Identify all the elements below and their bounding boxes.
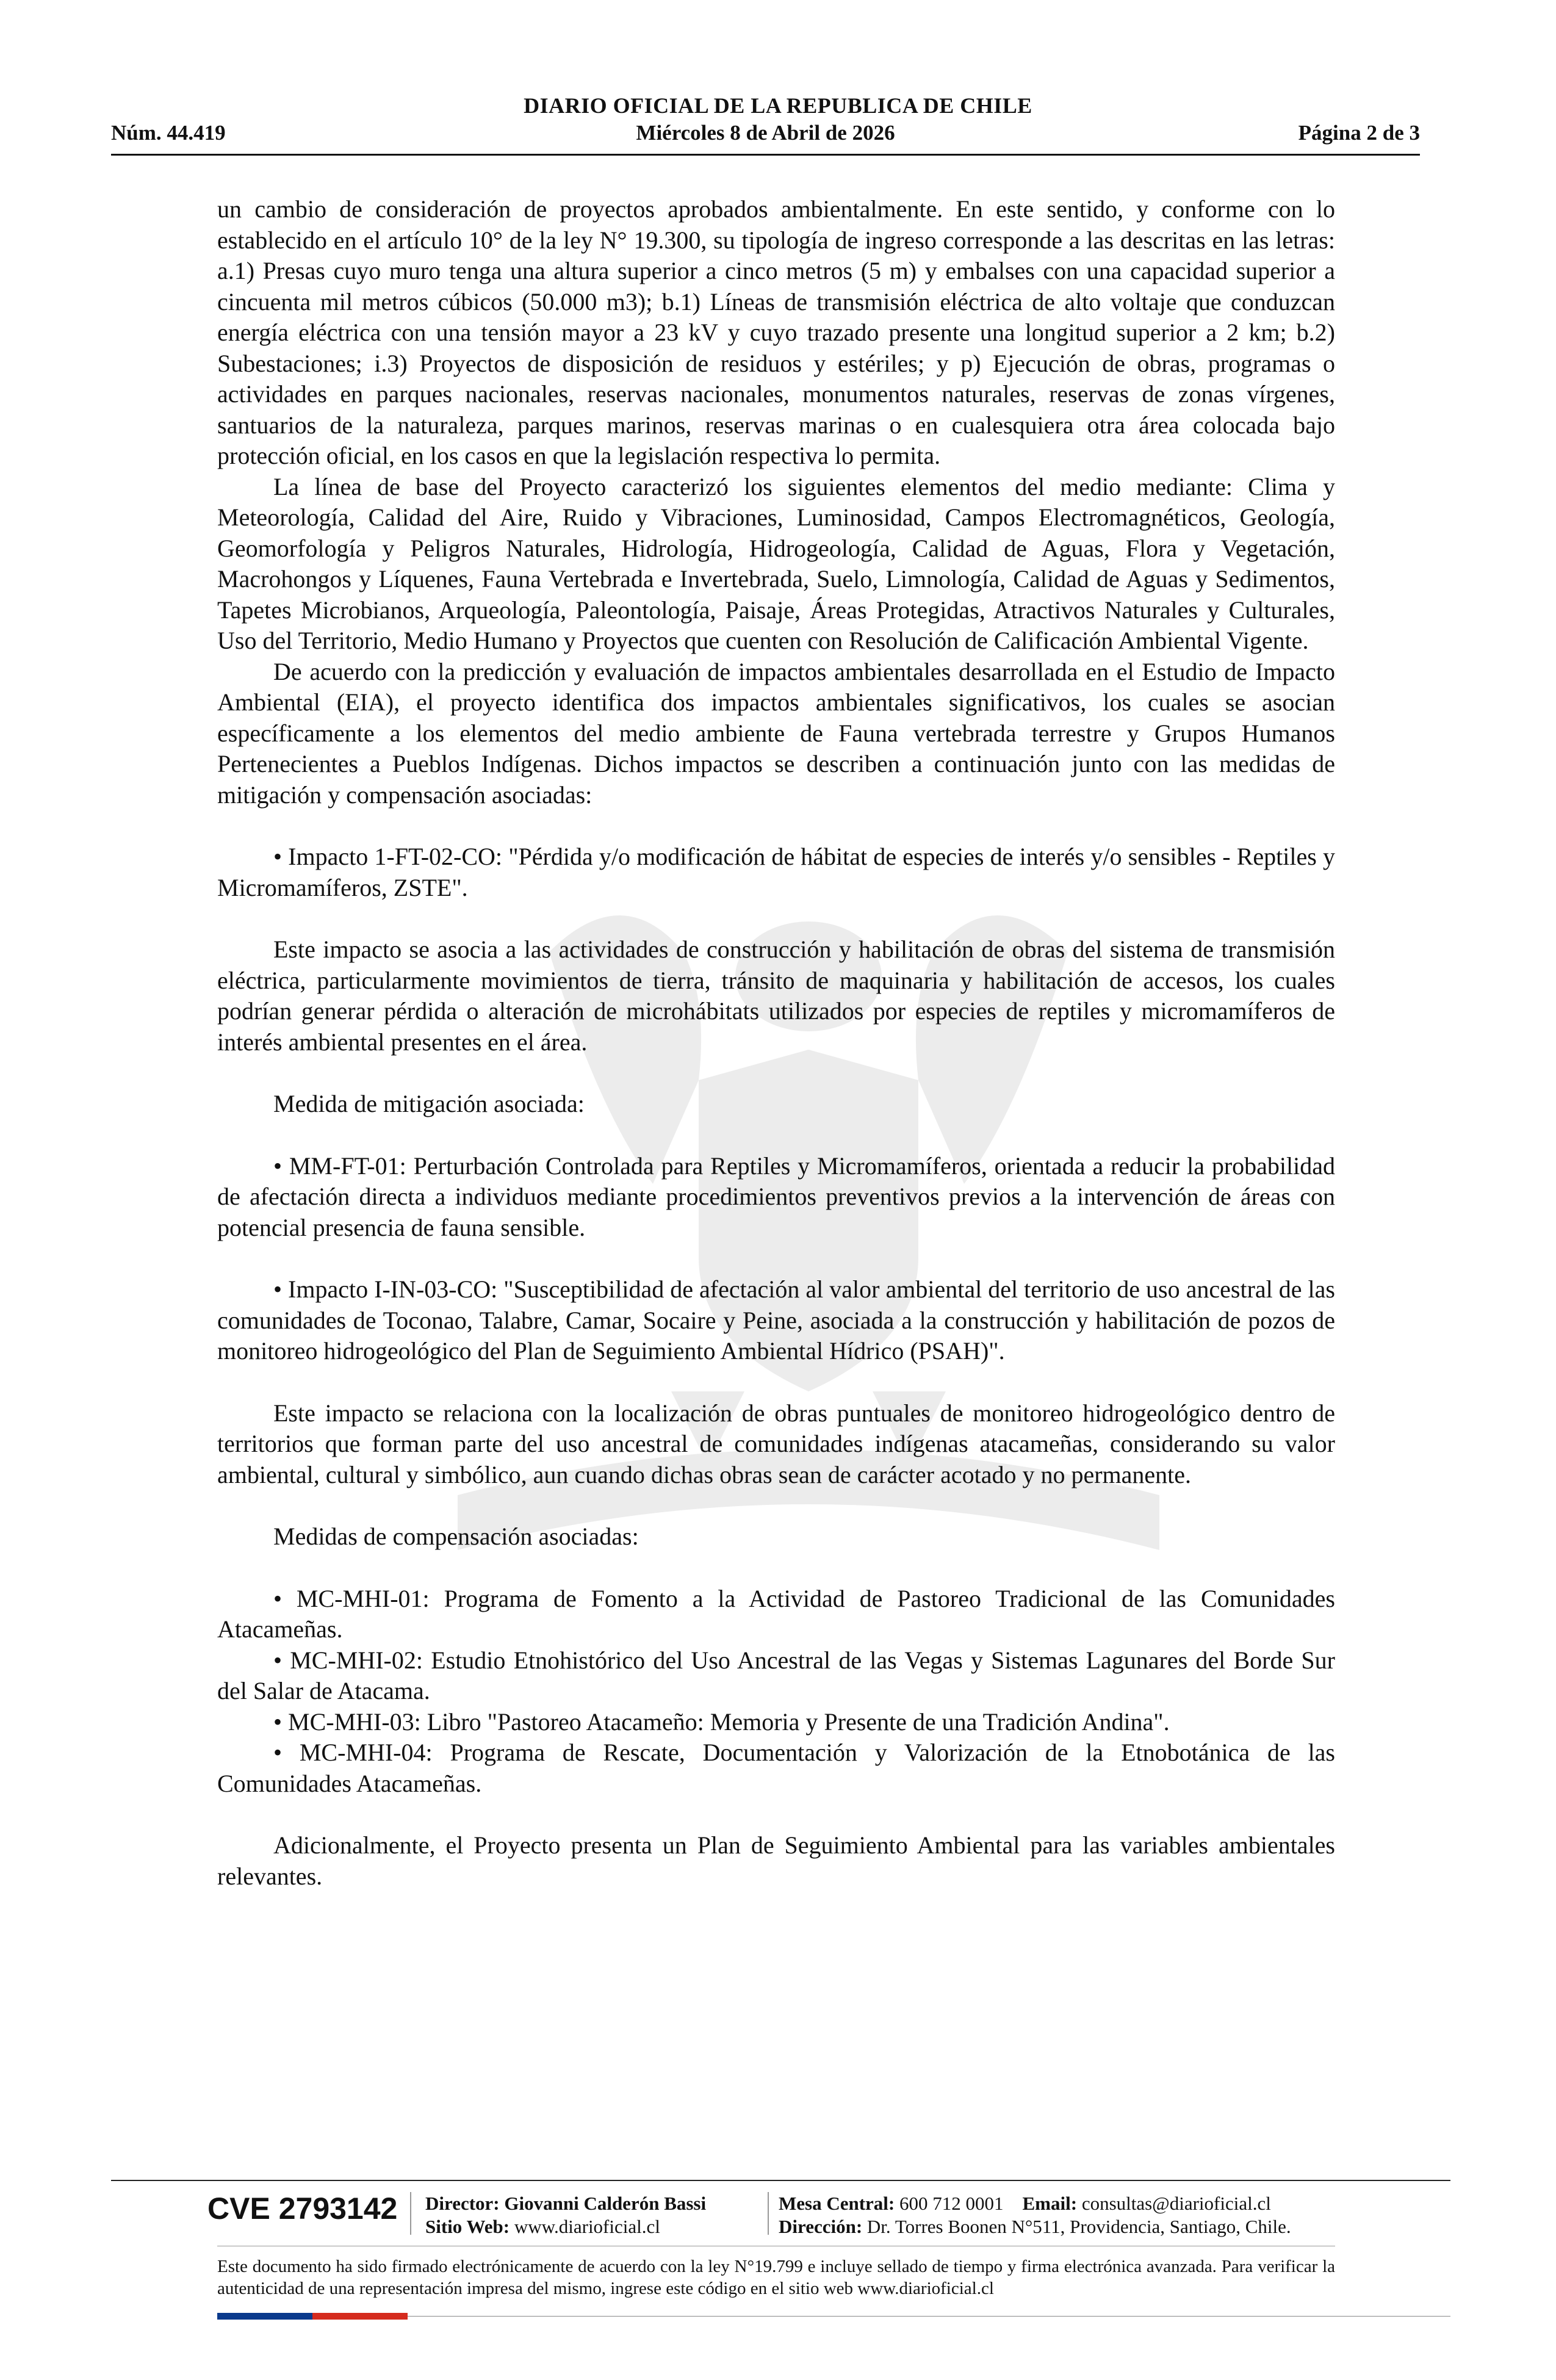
issue-date: Miércoles 8 de Abril de 2026 [636,121,895,145]
paragraph: Adicionalmente, el Proyecto presenta un Plan de Seguimiento Ambiental para las variables ambientales relevantes. [217,1831,1335,1890]
spacer [217,1243,1335,1274]
spacer [217,1490,1335,1521]
section-label: Medida de mitigación asociada: [273,1090,585,1117]
spacer [217,1120,1335,1151]
paragraph: un cambio de consideración de proyectos aprobados ambientalmente. En este sentido, y conforme con lo establecido en el artículo 10° de la ley N° 19.300, su tipología de ingreso corresponde a las descritas en las letras: a.1) Presas cuyo muro tenga una altura superior a cinco metros (5 m) y embalses con una capacidad superior a cincuenta mil metros cúbicos (50.000 m3); b.1) Líneas de transmisión eléctrica de alto voltaje que conduzcan energía eléctrica con una tensión mayor a 23 kV y cuyo trazado presente una longitud superior a 2 km; b.2) Subestaciones; i.3) Proyectos de disposición de residuos y estériles; y p) Ejecución de obras, programas o actividades en parques nacionales, reservas nacionales, monumentos naturales, reservas de zonas vírgenes, santuarios de la naturaleza, parques marinos, reservas marinas o en cualesquiera otra área colocada bajo protección oficial, en los casos en que la legislación respectiva lo permita. [217,195,1335,469]
measure-item: • MC-MHI-02: Estudio Etnohistórico del Uso Ancestral de las Vegas y Sistemas Lagunares del Borde Sur del Salar de Atacama. [217,1646,1335,1704]
paragraph: Este impacto se relaciona con la localización de obras puntuales de monitoreo hidrogeológico dentro de territorios que forman parte del uso ancestral de comunidades indígenas atacameñas, considerando su valor ambiental, cultural y simbólico, aun cuando dichas obras sean de carácter acotado y no permanente. [217,1399,1335,1488]
issue-number: Núm. 44.419 [111,121,226,145]
paragraph: Este impacto se asocia a las actividades de construcción y habilitación de obras del sistema de transmisión eléctrica, particularmente movimientos de tierra, tránsito de maquinaria y habilitación de accesos, los cuales podrían generar pérdida o alteración de microhábitats utilizados por especies de reptiles y micromamíferos de interés ambiental presentes en el área. [217,936,1335,1056]
footer-editorial [425,2192,706,2238]
measure-item: • MC-MHI-01: Programa de Fomento a la Actividad de Pastoreo Tradicional de las Comunidades Atacameñas. [217,1584,1335,1643]
measure-item: • MC-MHI-03: Libro "Pastoreo Atacameño: Memoria y Presente de una Tradición Andina". [273,1707,1170,1736]
header-info-row [111,121,1420,150]
footer-separator [768,2192,769,2235]
newspaper-title: DIARIO OFICIAL DE LA REPUBLICA DE CHILE [524,93,1032,118]
phone-number: 600 712 0001 [899,2193,1004,2214]
director-name: Giovanni Calderón Bassi [504,2193,707,2214]
spacer [217,1367,1335,1398]
spacer [217,903,1335,934]
spacer [217,810,1335,842]
measure-item: • MC-MHI-04: Programa de Rescate, Documentación y Valorización de la Etnobotánica de las Comunidades Atacameñas. [217,1739,1335,1797]
address-value: Dr. Torres Boonen N°511, Providencia, Santiago, Chile. [866,2216,1291,2237]
measure-item: • MM-FT-01: Perturbación Controlada para Reptiles y Micromamíferos, orientada a reducir la probabilidad de afectación directa a individuos mediante procedimientos preventivos previos a la intervención de áreas con potencial presencia de fauna sensible. [217,1152,1335,1241]
director-label: Director: [425,2193,500,2214]
page-number: Página 2 de 3 [1298,121,1420,145]
impact-item: • Impacto I-IN-03-CO: "Susceptibilidad de afectación al valor ambiental del territorio de uso ancestral de las comunidades de Toconao, Talabre, Camar, Socaire y Peine, asociada a la construcción y habilitación de pozos de monitoreo hidrogeológico del Plan de Seguimiento Ambiental Hídrico (PSAH)". [217,1275,1335,1365]
footer-contact [779,2192,1291,2238]
flag-stripe-blue [217,2313,312,2320]
email-link[interactable]: consultas@diarioficial.cl [1081,2193,1271,2214]
section-label: Medidas de compensación asociadas: [273,1523,639,1550]
email-label: Email: [1022,2193,1078,2214]
signature-notice: Este documento ha sido firmado electrónicamente de acuerdo con la ley N°19.799 e incluye sellado de tiempo y firma electrónica avanzada. Para verificar la autenticidad de una representación impresa del mismo, ingrese este código en el sitio web www.diarioficial.cl [217,2257,1335,2298]
spacer [217,1552,1335,1584]
paragraph: La línea de base del Proyecto caracterizó los siguientes elementos del medio mediante: Clima y Meteorología, Calidad del Aire, Ruido y Vibraciones, Luminosidad, Campos Electromagnéticos, Geología, Geomorfología y Peligros Naturales, Hidrología, Hidrogeología, Calidad de Aguas, Flora y Vegetación, Macrohongos y Líquenes, Fauna Vertebrada e Invertebrada, Suelo, Limnología, Calidad de Aguas y Sedimentos, Tapetes Microbianos, Arqueología, Paleontología, Paisaje, Áreas Protegidas, Atractivos Naturales y Culturales, Uso del Territorio, Medio Humano y Proyectos que cuenten con Resolución de Calificación Ambiental Vigente. [217,472,1335,654]
phone-label: Mesa Central: [779,2193,895,2214]
footer-separator [410,2192,411,2235]
cve-code: CVE 2793142 [207,2191,398,2226]
header-divider [111,154,1420,156]
address-label: Dirección: [779,2216,863,2237]
spacer [217,1799,1335,1830]
website-link[interactable]: www.diarioficial.cl [514,2216,660,2237]
flag-stripe-red [312,2313,408,2320]
website-label: Sitio Web: [425,2216,510,2237]
spacer [217,1058,1335,1089]
article-body [217,194,1335,1892]
footer-bottom-line [408,2316,1450,2317]
paragraph: De acuerdo con la predicción y evaluación de impactos ambientales desarrollada en el Estudio de Impacto Ambiental (EIA), el proyecto identifica dos impactos ambientales significativos, los cuales se asocian específicamente a los elementos del medio ambiente de Fauna vertebrada terrestre y Grupos Humanos Pertenecientes a Pueblos Indígenas. Dichos impactos se describen a continuación junto con las medidas de mitigación y compensación asociadas: [217,657,1335,809]
impact-item: • Impacto 1-FT-02-CO: "Pérdida y/o modificación de hábitat de especies de interés y/o sensibles - Reptiles y Micromamíferos, ZSTE". [217,843,1335,901]
footer-divider [111,2180,1450,2181]
